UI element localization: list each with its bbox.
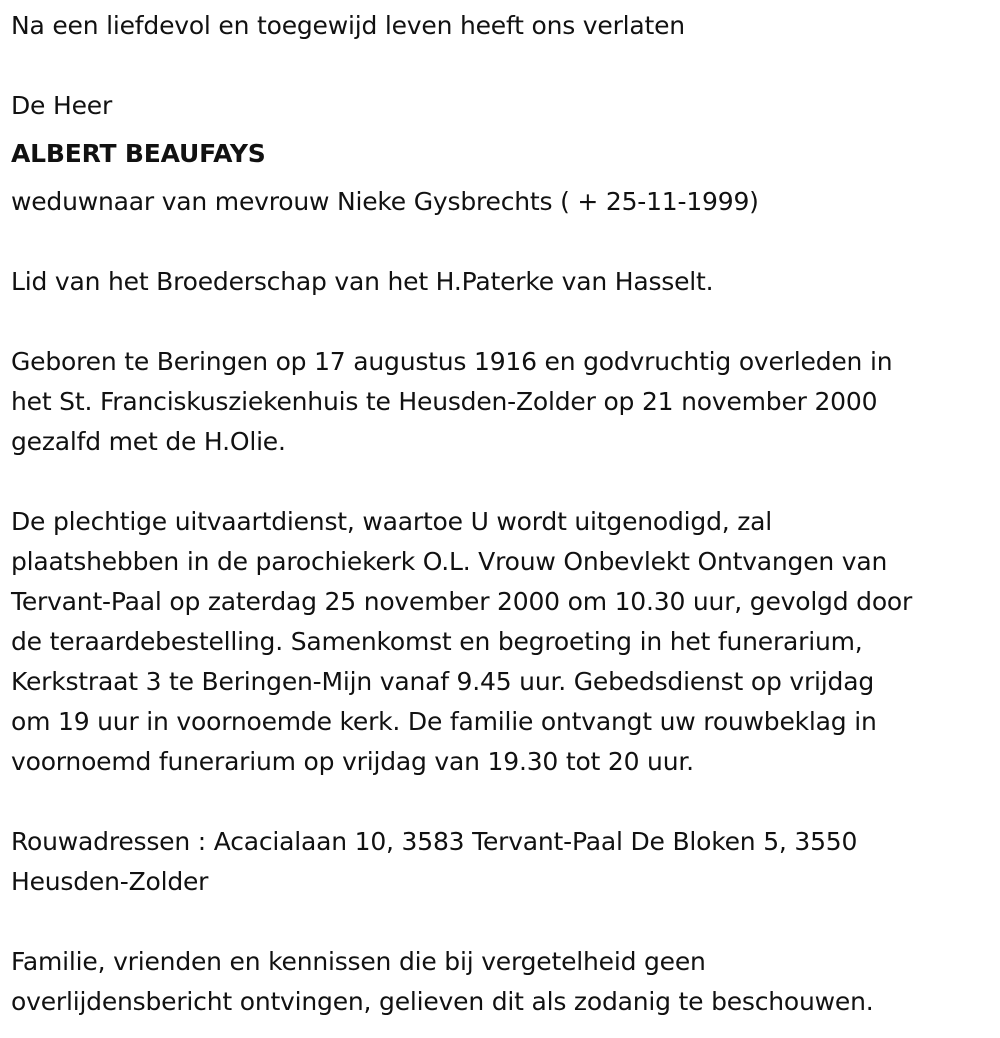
widower-line: weduwnaar van mevrouw Nieke Gysbrechts ( + 25-11-1999) — [11, 187, 759, 216]
spacer — [11, 462, 990, 502]
salutation: De Heer — [11, 91, 113, 120]
closing-paragraph — [11, 942, 990, 1022]
spacer — [11, 222, 990, 262]
paragraph-line: Geboren te Beringen op 17 augustus 1916 en godvruchtig overleden in — [11, 347, 893, 376]
paragraph-line: De plechtige uitvaartdienst, waartoe U wordt uitgenodigd, zal — [11, 507, 773, 536]
paragraph-line: voornoemd funerarium op vrijdag van 19.30 tot 20 uur. — [11, 747, 694, 776]
intro-text: Na een liefdevol en toegewijd leven heeft ons verlaten — [11, 11, 685, 40]
paragraph-line: de teraardebestelling. Samenkomst en begroeting in het funerarium, — [11, 627, 863, 656]
paragraph-line: Tervant-Paal op zaterdag 25 november 2000 om 10.30 uur, gevolgd door — [11, 587, 913, 616]
addresses-paragraph — [11, 822, 990, 902]
funeral-paragraph — [11, 502, 990, 782]
deceased-name: ALBERT BEAUFAYS — [11, 139, 266, 168]
spacer — [11, 902, 990, 942]
paragraph-line: Kerkstraat 3 te Beringen-Mijn vanaf 9.45 uur. Gebedsdienst op vrijdag — [11, 667, 874, 696]
paragraph-line: Heusden-Zolder — [11, 867, 209, 896]
spacer — [11, 46, 990, 86]
paragraph-line: om 19 uur in voornoemde kerk. De familie ontvangt uw rouwbeklag in — [11, 707, 877, 736]
paragraph-line: het St. Franciskusziekenhuis te Heusden-Zolder op 21 november 2000 — [11, 387, 878, 416]
spacer — [11, 302, 990, 342]
spacer — [11, 782, 990, 822]
paragraph-line: Familie, vrienden en kennissen die bij vergetelheid geen — [11, 947, 706, 976]
membership-line: Lid van het Broederschap van het H.Paterke van Hasselt. — [11, 267, 714, 296]
paragraph-line: gezalfd met de H.Olie. — [11, 427, 286, 456]
paragraph-line: overlijdensbericht ontvingen, gelieven dit als zodanig te beschouwen. — [11, 987, 874, 1016]
paragraph-line: Rouwadressen : Acacialaan 10, 3583 Tervant-Paal De Bloken 5, 3550 — [11, 827, 858, 856]
birth-death-paragraph — [11, 342, 990, 462]
paragraph-line: plaatshebben in de parochiekerk O.L. Vrouw Onbevlekt Ontvangen van — [11, 547, 888, 576]
